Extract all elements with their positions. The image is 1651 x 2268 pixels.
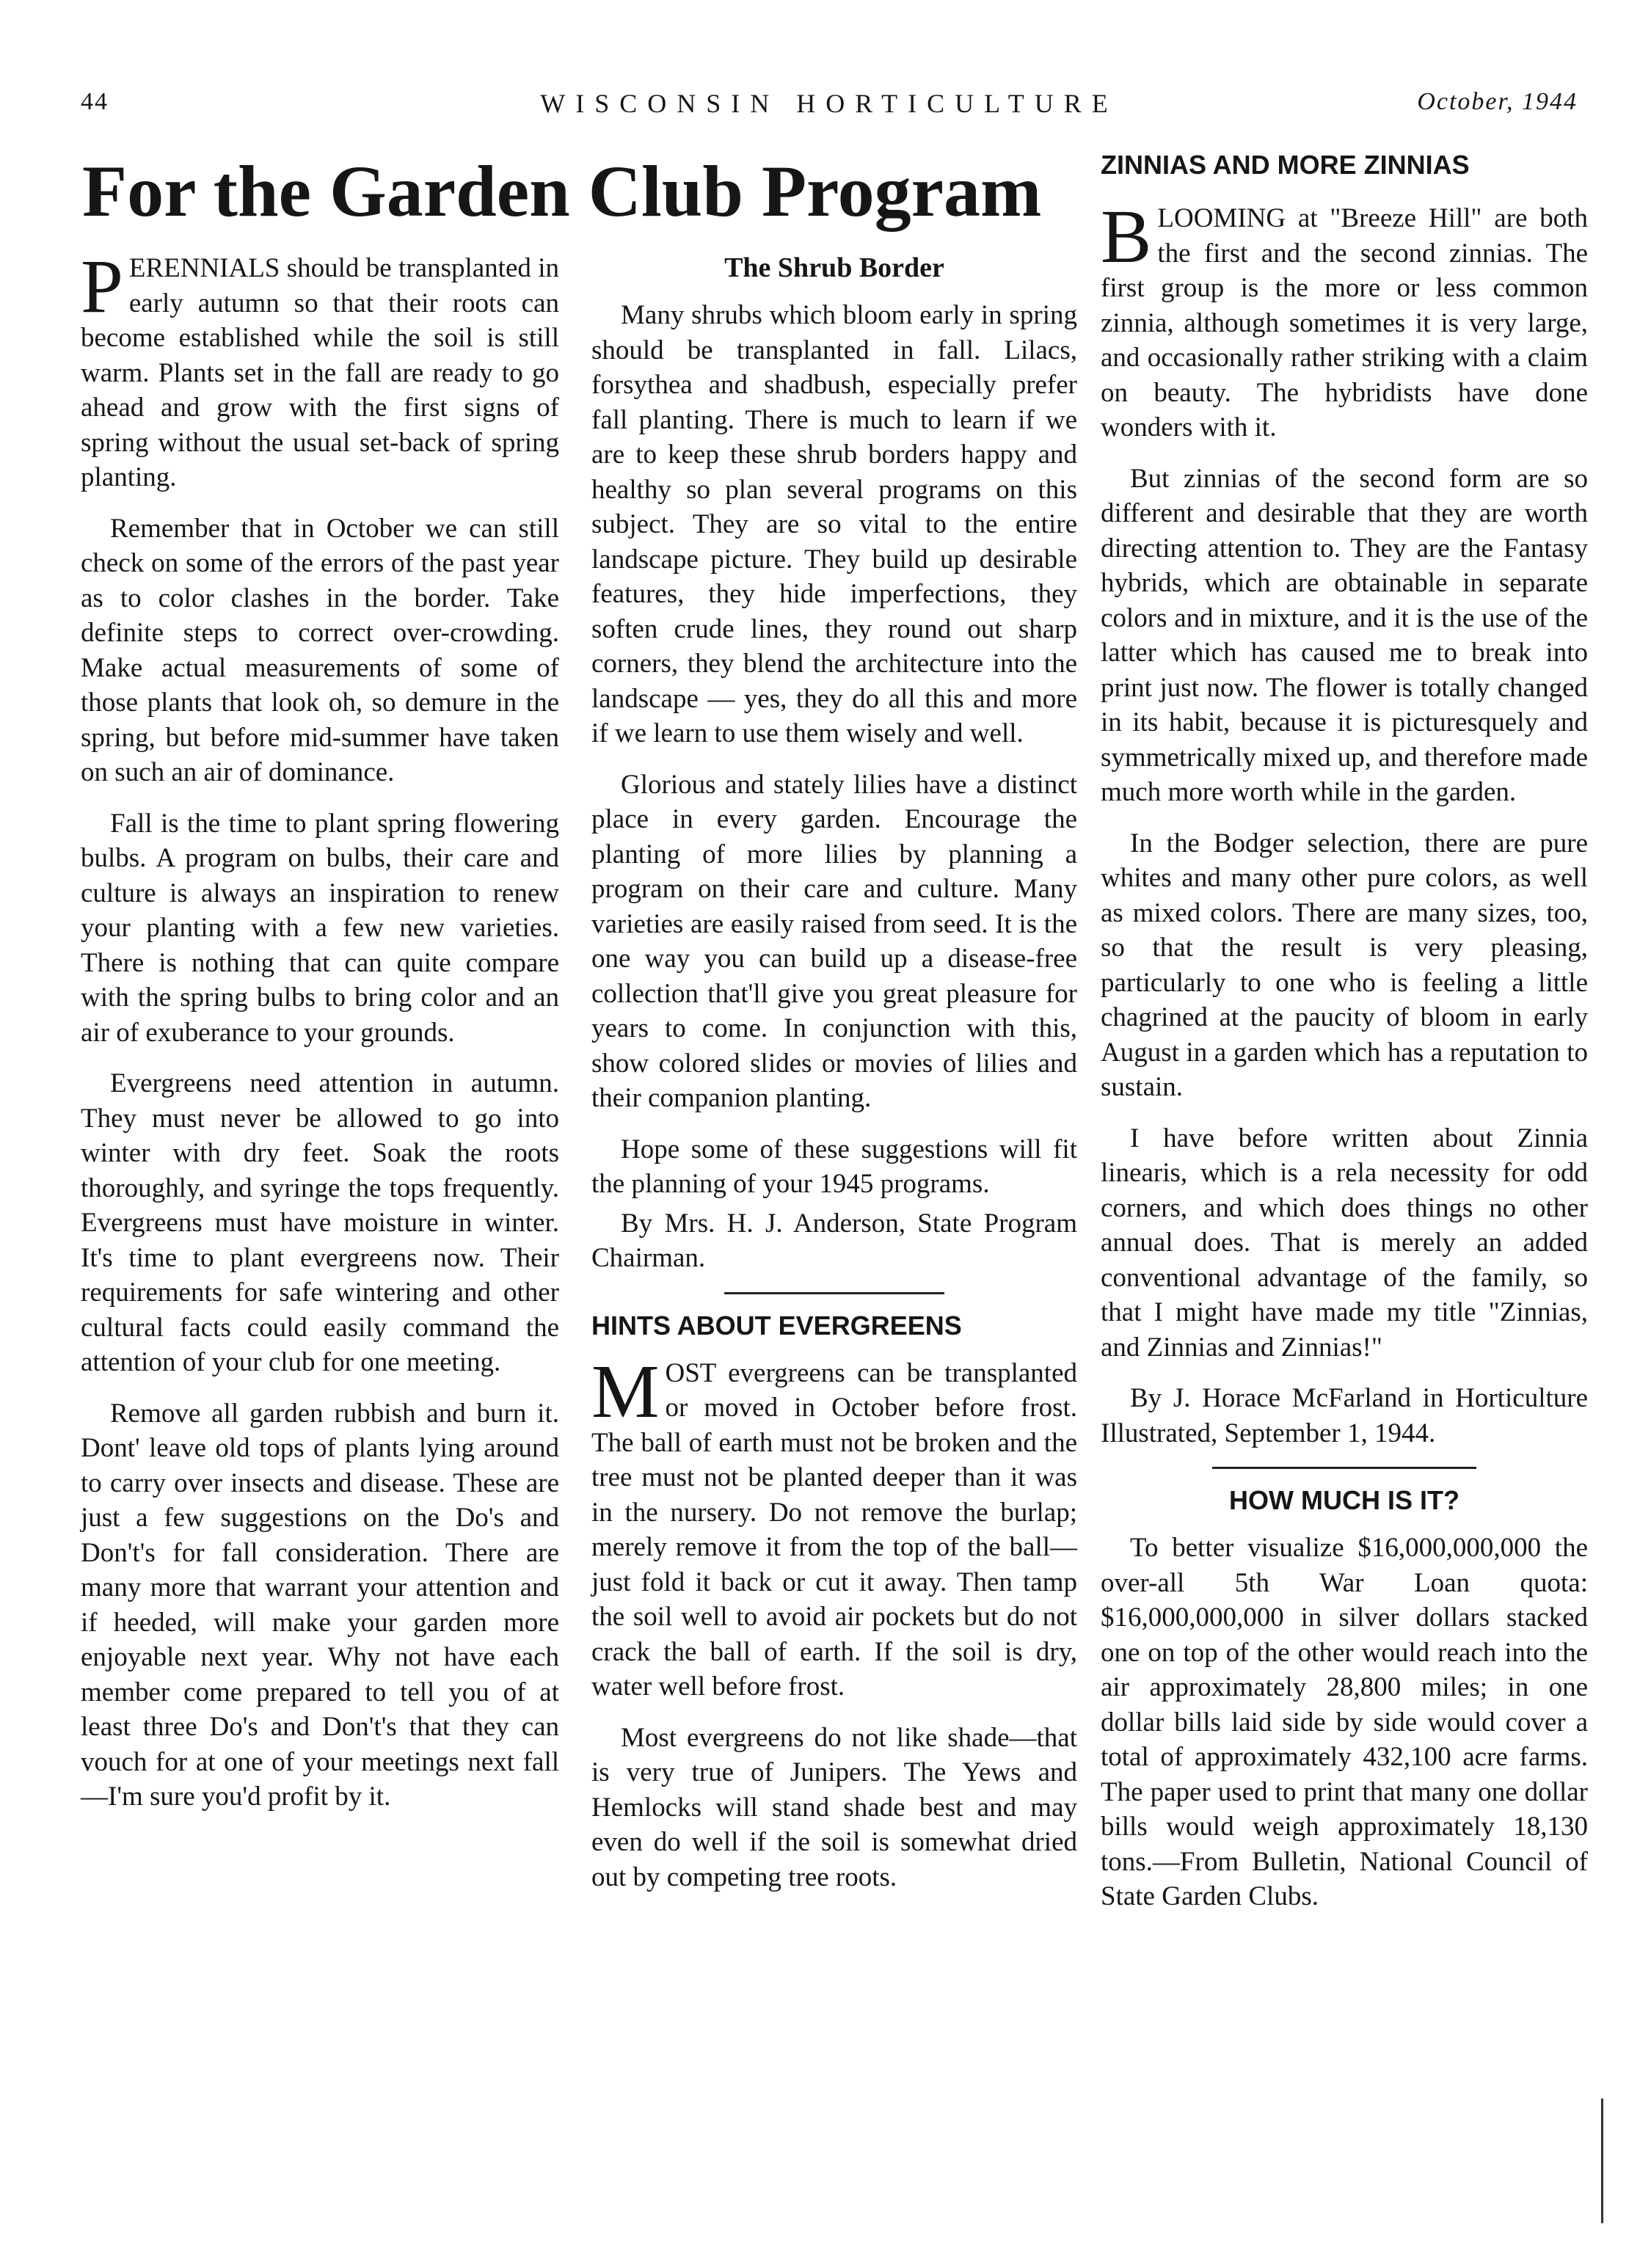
journal-name: WISCONSIN HORTICULTURE	[540, 89, 1118, 118]
paragraph: I have before written about Zinnia linearis, which is a rela necessity for odd corners, and which does things no other annual does. That is merely an added conventional advantage of the family, so that I might have made my title "Zinnias, and Zinnias and Zinnias!"	[1101, 1123, 1588, 1363]
running-head	[81, 88, 1578, 125]
paragraph: But zinnias of the second form are so different and desirable that they are worth directing attention to. They are the Fantasy hybrids, which are obtainable in separate colors and in mixture, and it is the use of the latter which has caused me to break into print just now. The flower is totally changed in its habit, because it is picturesquely and symmetrically mixed up, and therefore made much more worth while in the garden.	[1101, 463, 1588, 807]
drop-cap: M	[591, 1349, 660, 1434]
paragraph: To better visualize $16,000,000,000 the over-all 5th War Loan quota: $16,000,000,000 in silver dollars stacked one on top of the other would reach into the air approximately 28,800 miles; in one dollar bills laid side by side would cover a total of approximately 432,100 acre farms. The paper used to print that many one dollar bills would weigh approximately 18,130 tons.—From Bulletin, National Council of State Garden Clubs.	[1101, 1533, 1588, 1911]
paragraph: Remember that in October we can still check on some of the errors of the past year as to color clashes in the border. Take definite steps to correct over-crowding. Make actual measurements of some of those plants that look oh, so demure in the spring, but before mid-summer have taken on such an air of dominance.	[81, 513, 559, 787]
column-1	[81, 244, 559, 1831]
shrub-border-heading: The Shrub Border	[724, 252, 944, 283]
paragraph: Evergreens need attention in autumn. They must never be allowed to go into winter with dry feet. Soak the roots thoroughly, and syringe the tops frequently. Evergreens must have moisture in winter. It's time to plant evergreens now. Their requirements for safe wintering and other cultural facts could easily command the attention of your club for one meeting.	[81, 1068, 559, 1377]
issue-date: October, 1944	[1417, 88, 1578, 115]
paragraph: Remove all garden rubbish and burn it. Dont' leave old tops of plants lying around to carry over insects and disease. These are just a few suggestions on the Do's and Don't's for fall consideration. There are many more that warrant your attention and if heeded, will make your garden more enjoyable next year. Why not have each member come prepared to tell you of at least three Do's and Don't's that they can vouch for at one of your meetings next fall—I'm sure you'd profit by it.	[81, 1398, 559, 1812]
paragraph: Fall is the time to plant spring flowering bulbs. A program on bulbs, their care and culture is always an inspiration to renew your planting with a few new varieties. There is nothing that can quite compare with the spring bulbs to bring color and an air of exuberance to your grounds.	[81, 808, 559, 1048]
perennials-paragraph: PERENNIALS should be transplanted in early autumn so that their roots can become established while the soil is still warm. Plants set in the fall are ready to go ahead and grow with the first signs of spring without the usual set-back of spring planting.	[81, 244, 559, 492]
evergreens-heading: HINTS ABOUT EVERGREENS	[591, 1310, 962, 1341]
evergreens-paragraph: MOST evergreens can be transplanted or moved in October before frost. The ball of earth must not be broken and the tree must not be planted deeper than it was in the nursery. Do not remove the burlap; merely remove it from the top of the ball—just fold it back or cut it away. Then tamp the soil well to avoid air pockets but do not crack the ball of earth. If the soil is dry, water well before frost.	[591, 1349, 1077, 1702]
paragraph: Many shrubs which bloom early in spring should be transplanted in fall. Lilacs, forsythea and shadbush, especially prefer fall planting. There is much to learn if we are to keep these shrub borders happy and healthy so plan several programs on this subject. They are so vital to the entire landscape picture. They build up desirable features, they hide imperfections, they soften crude lines, they round out sharp corners, they blend the architecture into the landscape — yes, they do all this and more if we learn to use them wisely and well.	[591, 300, 1077, 748]
divider-rule	[1212, 1467, 1476, 1469]
byline: By Mrs. H. J. Anderson, State Program Chairman.	[591, 1208, 1077, 1273]
paragraph: Most evergreens do not like shade—that is very true of Junipers. The Yews and Hemlocks will stand shade best and may even do well if the soil is somewhat dried out by competing tree roots.	[591, 1722, 1077, 1892]
article-title: For the Garden Club Program	[82, 150, 1042, 232]
column-3	[1101, 148, 1588, 1930]
paragraph: In the Bodger selection, there are pure whites and many other pure colors, as well as mixed colors. There are many sizes, too, so that the result is very pleasing, particularly to one who is feeling a little chagrined at the paucity of bloom in early August in a garden which has a reputation to sustain.	[1101, 828, 1588, 1102]
drop-cap: B	[1101, 194, 1152, 279]
page-number: 44	[81, 88, 109, 115]
margin-rule	[1601, 2099, 1603, 2223]
how-much-heading: HOW MUCH IS IT?	[1229, 1485, 1459, 1515]
column-2	[591, 251, 1077, 1911]
zinnias-heading: ZINNIAS AND MORE ZINNIAS	[1101, 150, 1470, 180]
byline: By J. Horace McFarland in Horticulture Illustrated, September 1, 1944.	[1101, 1383, 1588, 1448]
paragraph: Glorious and stately lilies have a distinct place in every garden. Encourage the planting of more lilies by planning a program on their care and culture. Many varieties are easily raised from seed. It is the one way you can build up a disease-free collection that'll give you great pleasure for years to come. In conjunction with this, show colored slides or movies of lilies and their companion planting.	[591, 769, 1077, 1113]
zinnias-paragraph: BLOOMING at "Breeze Hill" are both the first and the second zinnias. The first group is the more or less common zinnia, although sometimes it is very large, and occasionally rather striking with a claim on beauty. The hybridists have done wonders with it.	[1101, 194, 1588, 442]
divider-rule	[724, 1292, 944, 1294]
drop-cap: P	[81, 244, 123, 329]
paragraph: Hope some of these suggestions will fit the planning of your 1945 programs.	[591, 1134, 1077, 1199]
